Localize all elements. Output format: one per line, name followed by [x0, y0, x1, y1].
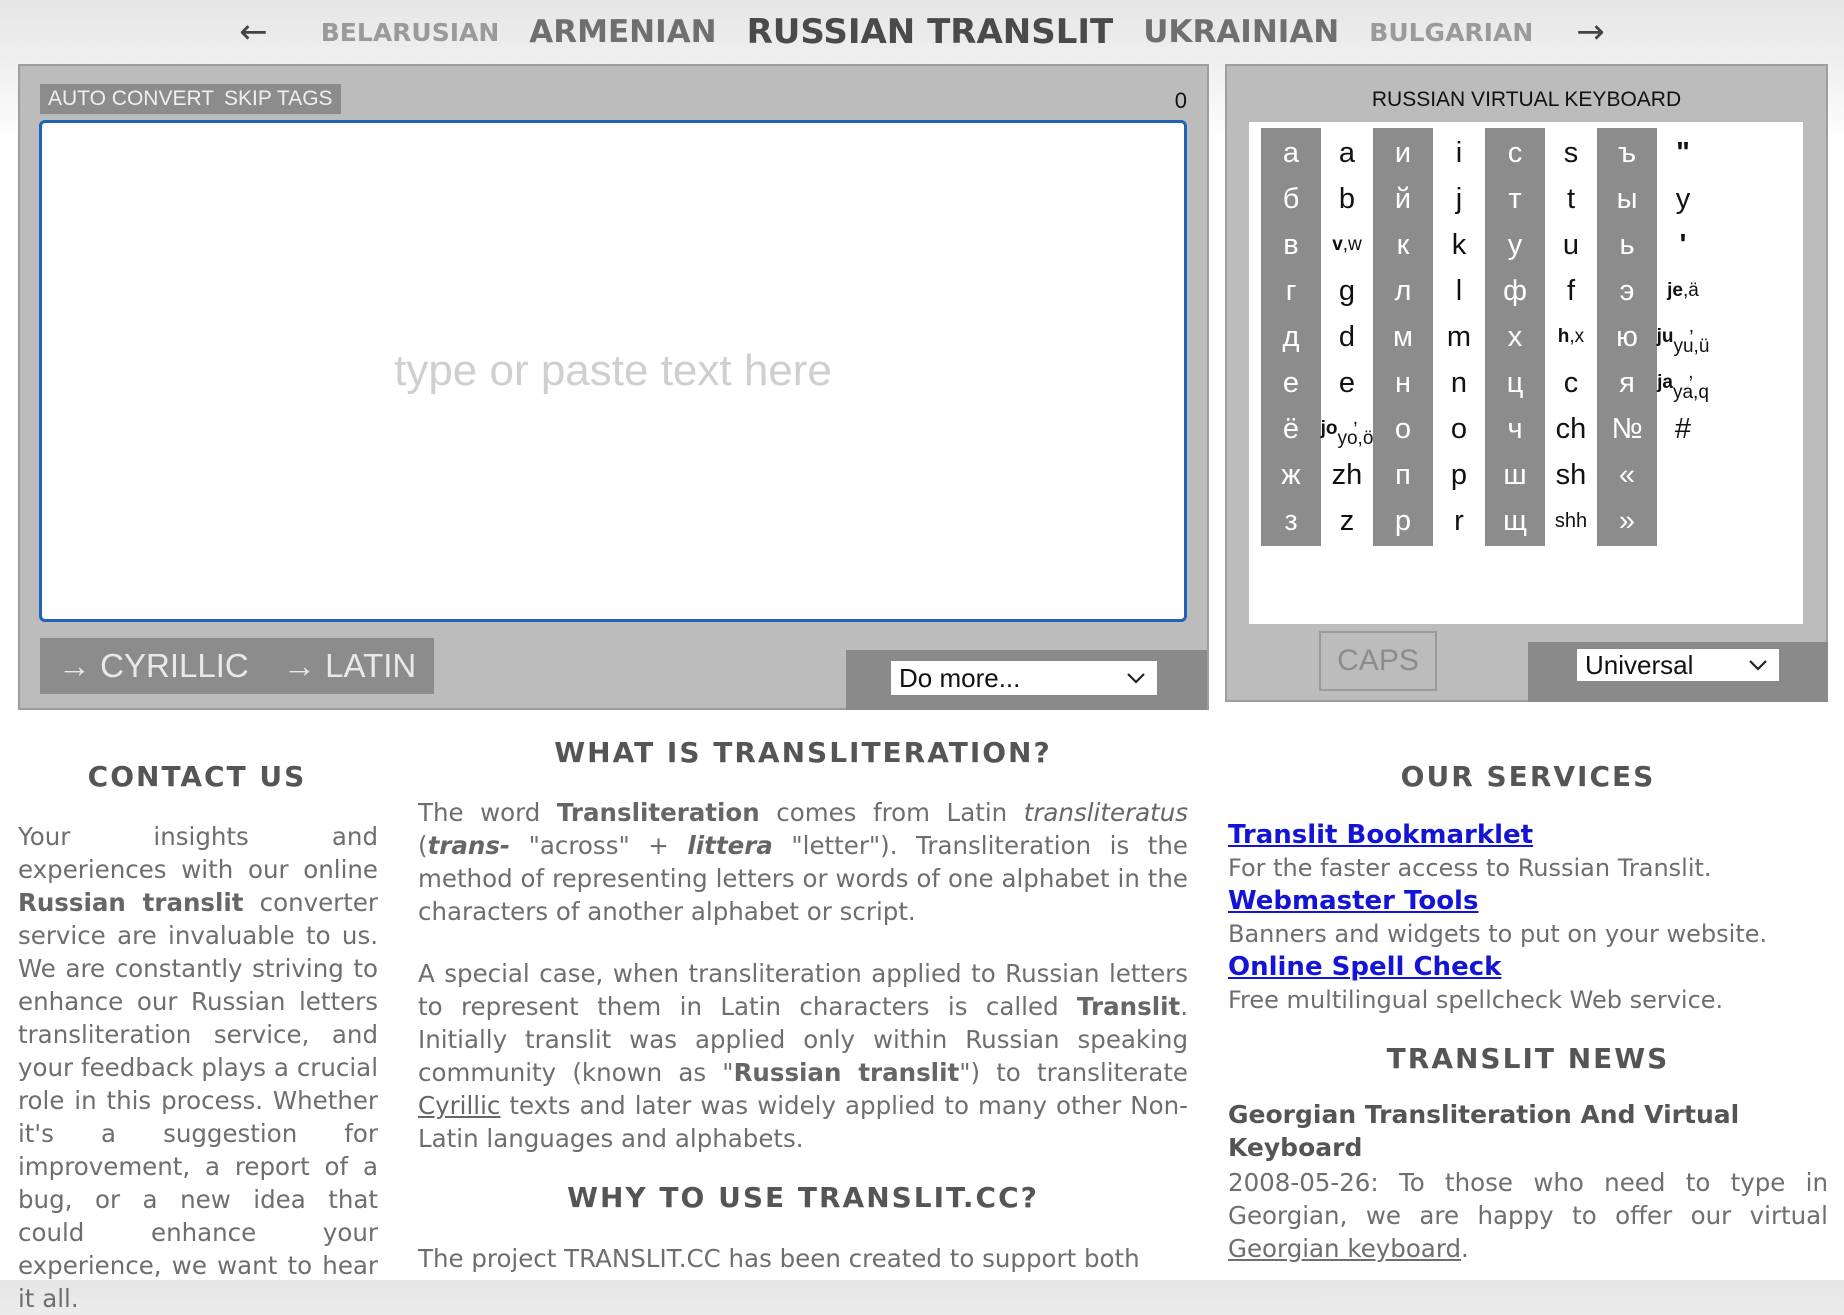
key-cyrillic[interactable]: «: [1597, 450, 1657, 500]
news-heading: TRANSLIT NEWS: [1386, 1042, 1670, 1075]
key-cyrillic[interactable]: ж: [1261, 450, 1321, 500]
to-latin-button[interactable]: → LATIN: [265, 638, 434, 694]
language-nav: [0, 0, 1844, 64]
key-latin-hint[interactable]: i: [1455, 136, 1463, 169]
text-input-placeholder: type or paste text here: [394, 346, 832, 395]
key-latin-hint[interactable]: g: [1338, 274, 1356, 307]
do-more-bar: [846, 650, 1207, 710]
key-latin-hint[interactable]: j: [1455, 182, 1463, 215]
key-cyrillic[interactable]: т: [1485, 174, 1545, 224]
char-count: 0: [1174, 88, 1187, 113]
key-latin-hint[interactable]: sh: [1555, 458, 1587, 491]
key-cyrillic[interactable]: э: [1597, 266, 1657, 316]
key-cyrillic[interactable]: в: [1261, 220, 1321, 270]
why-use-heading: WHY TO USE TRANSLIT.CC?: [567, 1181, 1039, 1214]
key-cyrillic[interactable]: д: [1261, 312, 1321, 362]
key-cyrillic[interactable]: у: [1485, 220, 1545, 270]
key-cyrillic[interactable]: з: [1261, 496, 1321, 546]
key-cyrillic[interactable]: ф: [1485, 266, 1545, 316]
key-latin-hint[interactable]: k: [1451, 228, 1467, 261]
chevron-down-icon: [1747, 658, 1769, 672]
key-latin-hint[interactable]: ju , yu,ü: [1656, 316, 1710, 357]
key-cyrillic[interactable]: р: [1373, 496, 1433, 546]
news-title: Georgian Transliteration And Virtual Keyboard: [1228, 1100, 1740, 1162]
key-latin-hint[interactable]: p: [1450, 458, 1468, 491]
webmaster-tools-desc: Banners and widgets to put on your website.: [1228, 920, 1768, 948]
caps-button[interactable]: CAPS: [1319, 631, 1437, 691]
key-cyrillic[interactable]: с: [1485, 128, 1545, 178]
prev-language-arrow-icon[interactable]: ←: [239, 12, 268, 52]
why-use-text: The project TRANSLIT.CC has been created to support both: [418, 1244, 1140, 1273]
key-latin-hint[interactable]: jo , yo,ö: [1320, 408, 1374, 449]
cyrillic-link[interactable]: Cyrillic: [418, 1091, 501, 1120]
key-cyrillic[interactable]: м: [1373, 312, 1433, 362]
key-latin-hint[interactable]: ch: [1555, 412, 1587, 445]
key-latin-hint[interactable]: shh: [1554, 509, 1588, 532]
keyboard-grid: [1249, 122, 1803, 624]
key-latin-hint[interactable]: ja , ya,q: [1657, 362, 1709, 403]
key-latin-hint[interactable]: u: [1562, 228, 1580, 261]
key-latin-hint[interactable]: d: [1338, 320, 1356, 353]
transliteration-paragraph-2: A special case, when transliteration applied to Russian letters to represent them in Latin characters is called Translit. Initially translit was applied only within Russian speaking community (known as "Russian translit") to transliterate Cyrillic texts and later was widely applied to many other Non-Latin languages and alphabets.: [418, 959, 1189, 1153]
key-cyrillic[interactable]: ы: [1597, 174, 1657, 224]
auto-convert-toggle[interactable]: AUTO CONVERT: [40, 84, 222, 114]
key-cyrillic[interactable]: б: [1261, 174, 1321, 224]
key-latin-hint[interactable]: ": [1676, 136, 1690, 169]
key-latin-hint[interactable]: n: [1450, 366, 1468, 399]
key-latin-hint[interactable]: f: [1566, 274, 1576, 307]
converter-panel: [18, 64, 1209, 710]
key-cyrillic[interactable]: л: [1373, 266, 1433, 316]
key-latin-hint[interactable]: v ,w: [1332, 234, 1362, 256]
key-latin-hint[interactable]: m: [1446, 320, 1472, 353]
key-cyrillic[interactable]: о: [1373, 404, 1433, 454]
key-latin-hint[interactable]: o: [1450, 412, 1468, 445]
translit-bookmarklet-desc: For the faster access to Russian Translit.: [1228, 854, 1712, 882]
key-latin-hint[interactable]: y: [1675, 182, 1691, 215]
key-cyrillic[interactable]: №: [1597, 404, 1657, 454]
key-latin-hint[interactable]: c: [1563, 366, 1579, 399]
lang-armenian[interactable]: ARMENIAN: [529, 14, 717, 50]
key-cyrillic[interactable]: ъ: [1597, 128, 1657, 178]
online-spell-check-desc: Free multilingual spellcheck Web service.: [1228, 986, 1724, 1014]
keyboard-layout-select[interactable]: [1576, 648, 1780, 682]
online-spell-check-link[interactable]: Online Spell Check: [1228, 952, 1502, 982]
next-language-arrow-icon[interactable]: →: [1576, 12, 1605, 52]
key-cyrillic[interactable]: ч: [1485, 404, 1545, 454]
lang-bulgarian[interactable]: BULGARIAN: [1369, 17, 1534, 47]
do-more-selected-value: Do more...: [899, 662, 1021, 693]
key-cyrillic[interactable]: ё: [1261, 404, 1321, 454]
key-cyrillic[interactable]: »: [1597, 496, 1657, 546]
key-cyrillic[interactable]: ю: [1597, 312, 1657, 362]
contact-heading: CONTACT US: [87, 760, 307, 793]
key-cyrillic[interactable]: ш: [1485, 450, 1545, 500]
skip-tags-toggle[interactable]: SKIP TAGS: [216, 84, 341, 114]
key-cyrillic[interactable]: х: [1485, 312, 1545, 362]
do-more-select[interactable]: [890, 660, 1158, 696]
key-latin-hint[interactable]: z: [1339, 504, 1355, 537]
transliteration-heading: WHAT IS TRANSLITERATION?: [554, 736, 1052, 769]
lang-ukrainian[interactable]: UKRAINIAN: [1143, 14, 1340, 50]
key-cyrillic[interactable]: а: [1261, 128, 1321, 178]
key-latin-hint[interactable]: s: [1563, 136, 1579, 169]
key-latin-hint[interactable]: je ,ä: [1667, 280, 1699, 302]
key-cyrillic[interactable]: к: [1373, 220, 1433, 270]
keyboard-layout-selected-value: Universal: [1585, 649, 1694, 680]
chevron-down-icon: [1125, 671, 1147, 685]
lang-russian-translit[interactable]: RUSSIAN TRANSLIT: [746, 12, 1114, 52]
key-cyrillic[interactable]: щ: [1485, 496, 1545, 546]
translit-bookmarklet-link[interactable]: Translit Bookmarklet: [1228, 820, 1534, 850]
key-latin-hint[interactable]: e: [1338, 366, 1356, 399]
key-latin-hint[interactable]: #: [1674, 412, 1692, 445]
contact-text: Your insights and experiences with our online Russian translit converter service are invaluable to us. We are constantly striving to enhance our Russian letters transliteration service, and your feedback plays a crucial role in this process. Whether it's a suggestion for improvement, a report of a bug, or a new idea that could enhance your experience, we want to hear it all.: [18, 822, 378, 1313]
key-cyrillic[interactable]: г: [1261, 266, 1321, 316]
key-latin-hint[interactable]: b: [1338, 182, 1356, 215]
key-latin-hint[interactable]: a: [1338, 136, 1356, 169]
news-body: 2008-05-26: To those who need to type in Georgian, we are happy to offer our virtual Georgian keyboard.: [1228, 1168, 1828, 1263]
key-cyrillic[interactable]: й: [1373, 174, 1433, 224]
key-cyrillic[interactable]: я: [1597, 358, 1657, 408]
key-latin-hint[interactable]: h ,x: [1557, 326, 1585, 348]
keyboard-layout-bar: [1528, 642, 1828, 702]
key-cyrillic[interactable]: е: [1261, 358, 1321, 408]
key-latin-hint[interactable]: zh: [1331, 458, 1363, 491]
transliteration-paragraph-1: The word Transliteration comes from Latin transliteratus (trans- "across" + littera "letter"). Transliteration is the method of representing letters or words of one alphabet in the characters of another alphabet or script.: [418, 798, 1189, 926]
key-cyrillic[interactable]: ц: [1485, 358, 1545, 408]
key-cyrillic[interactable]: и: [1373, 128, 1433, 178]
key-cyrillic[interactable]: н: [1373, 358, 1433, 408]
lang-belarusian[interactable]: BELARUSIAN: [320, 17, 500, 47]
webmaster-tools-link[interactable]: Webmaster Tools: [1228, 886, 1479, 916]
key-latin-hint[interactable]: ': [1679, 228, 1687, 261]
text-input-area[interactable]: [39, 120, 1187, 622]
key-latin-hint[interactable]: t: [1566, 182, 1576, 215]
georgian-keyboard-link[interactable]: Georgian keyboard: [1228, 1234, 1462, 1263]
key-cyrillic[interactable]: ь: [1597, 220, 1657, 270]
keyboard-title: RUSSIAN VIRTUAL KEYBOARD: [1371, 88, 1682, 111]
key-latin-hint[interactable]: l: [1455, 274, 1463, 307]
key-latin-hint[interactable]: r: [1454, 504, 1464, 537]
key-cyrillic[interactable]: п: [1373, 450, 1433, 500]
to-cyrillic-button[interactable]: → CYRILLIC: [40, 638, 267, 694]
virtual-keyboard-panel: [1225, 64, 1828, 702]
services-heading: OUR SERVICES: [1400, 760, 1656, 793]
